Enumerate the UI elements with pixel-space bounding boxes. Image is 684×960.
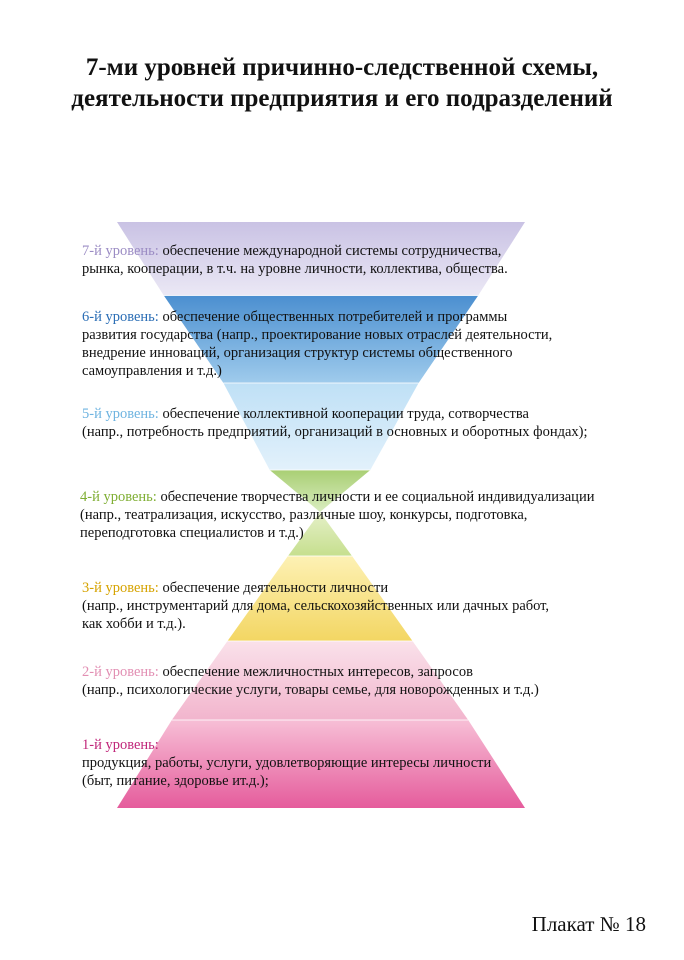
level-5-line: (напр., потребность предприятий, организаций в основных и оборотных фондах);: [82, 424, 588, 440]
level-4-line: (напр., театрализация, искусство, различные шоу, конкурсы, подготовка,: [80, 507, 528, 523]
level-5-line: обеспечение коллективной кооперации труда, сотворчества: [158, 406, 529, 422]
level-1-line: продукция, работы, услуги, удовлетворяющие интересы личности: [82, 755, 492, 771]
level-4-text: [80, 488, 594, 542]
level-1-label: 1-й уровень:: [82, 737, 159, 753]
level-7-label: 7-й уровень:: [82, 243, 159, 259]
level-7-line: обеспечение международной системы сотрудничества,: [158, 243, 502, 259]
level-6-text: [82, 308, 552, 380]
level-1-line: (быт, питание, здоровье ит.д.);: [82, 773, 269, 789]
level-6-line: развития государства (напр., проектирование новых отраслей деятельности,: [82, 327, 553, 343]
level-7-text: [82, 242, 508, 278]
level-5-text: [82, 405, 588, 441]
level-2-line: (напр., психологические услуги, товары семье, для новорожденных и т.д.): [82, 682, 539, 698]
level-6-line: обеспечение общественных потребителей и программы: [158, 309, 508, 325]
level-3-text: [82, 579, 549, 633]
level-3-line: как хобби и т.д.).: [82, 616, 186, 632]
title-line-2: деятельности предприятия и его подразделений: [71, 85, 613, 112]
level-3-label: 3-й уровень:: [82, 580, 159, 596]
level-4-line: обеспечение творчества личности и ее социальной индивидуализации: [156, 489, 595, 505]
level-6-line: самоуправления и т.д.): [82, 363, 222, 379]
level-7-line: рынка, кооперации, в т.ч. на уровне личности, коллектива, общества.: [82, 261, 508, 277]
level-2-text: [82, 663, 539, 699]
level-2-line: обеспечение межличностных интересов, запросов: [158, 664, 473, 680]
level-6-line: внедрение инноваций, организация структур системы общественного: [82, 345, 513, 361]
level-4-label: 4-й уровень:: [80, 489, 157, 505]
level-3-line: обеспечение деятельности личности: [158, 580, 389, 596]
level-3-line: (напр., инструментарий для дома, сельскохозяйственных или дачных работ,: [82, 598, 550, 614]
poster-number: Плакат № 18: [531, 912, 646, 936]
level-1-text: [82, 736, 491, 790]
level-4-line: переподготовка специалистов и т.д.): [80, 525, 304, 541]
level-5-label: 5-й уровень:: [82, 406, 159, 422]
level-2-label: 2-й уровень:: [82, 664, 159, 680]
level-6-label: 6-й уровень:: [82, 309, 159, 325]
title-line-1: 7-ми уровней причинно-следственной схемы,: [85, 54, 599, 81]
